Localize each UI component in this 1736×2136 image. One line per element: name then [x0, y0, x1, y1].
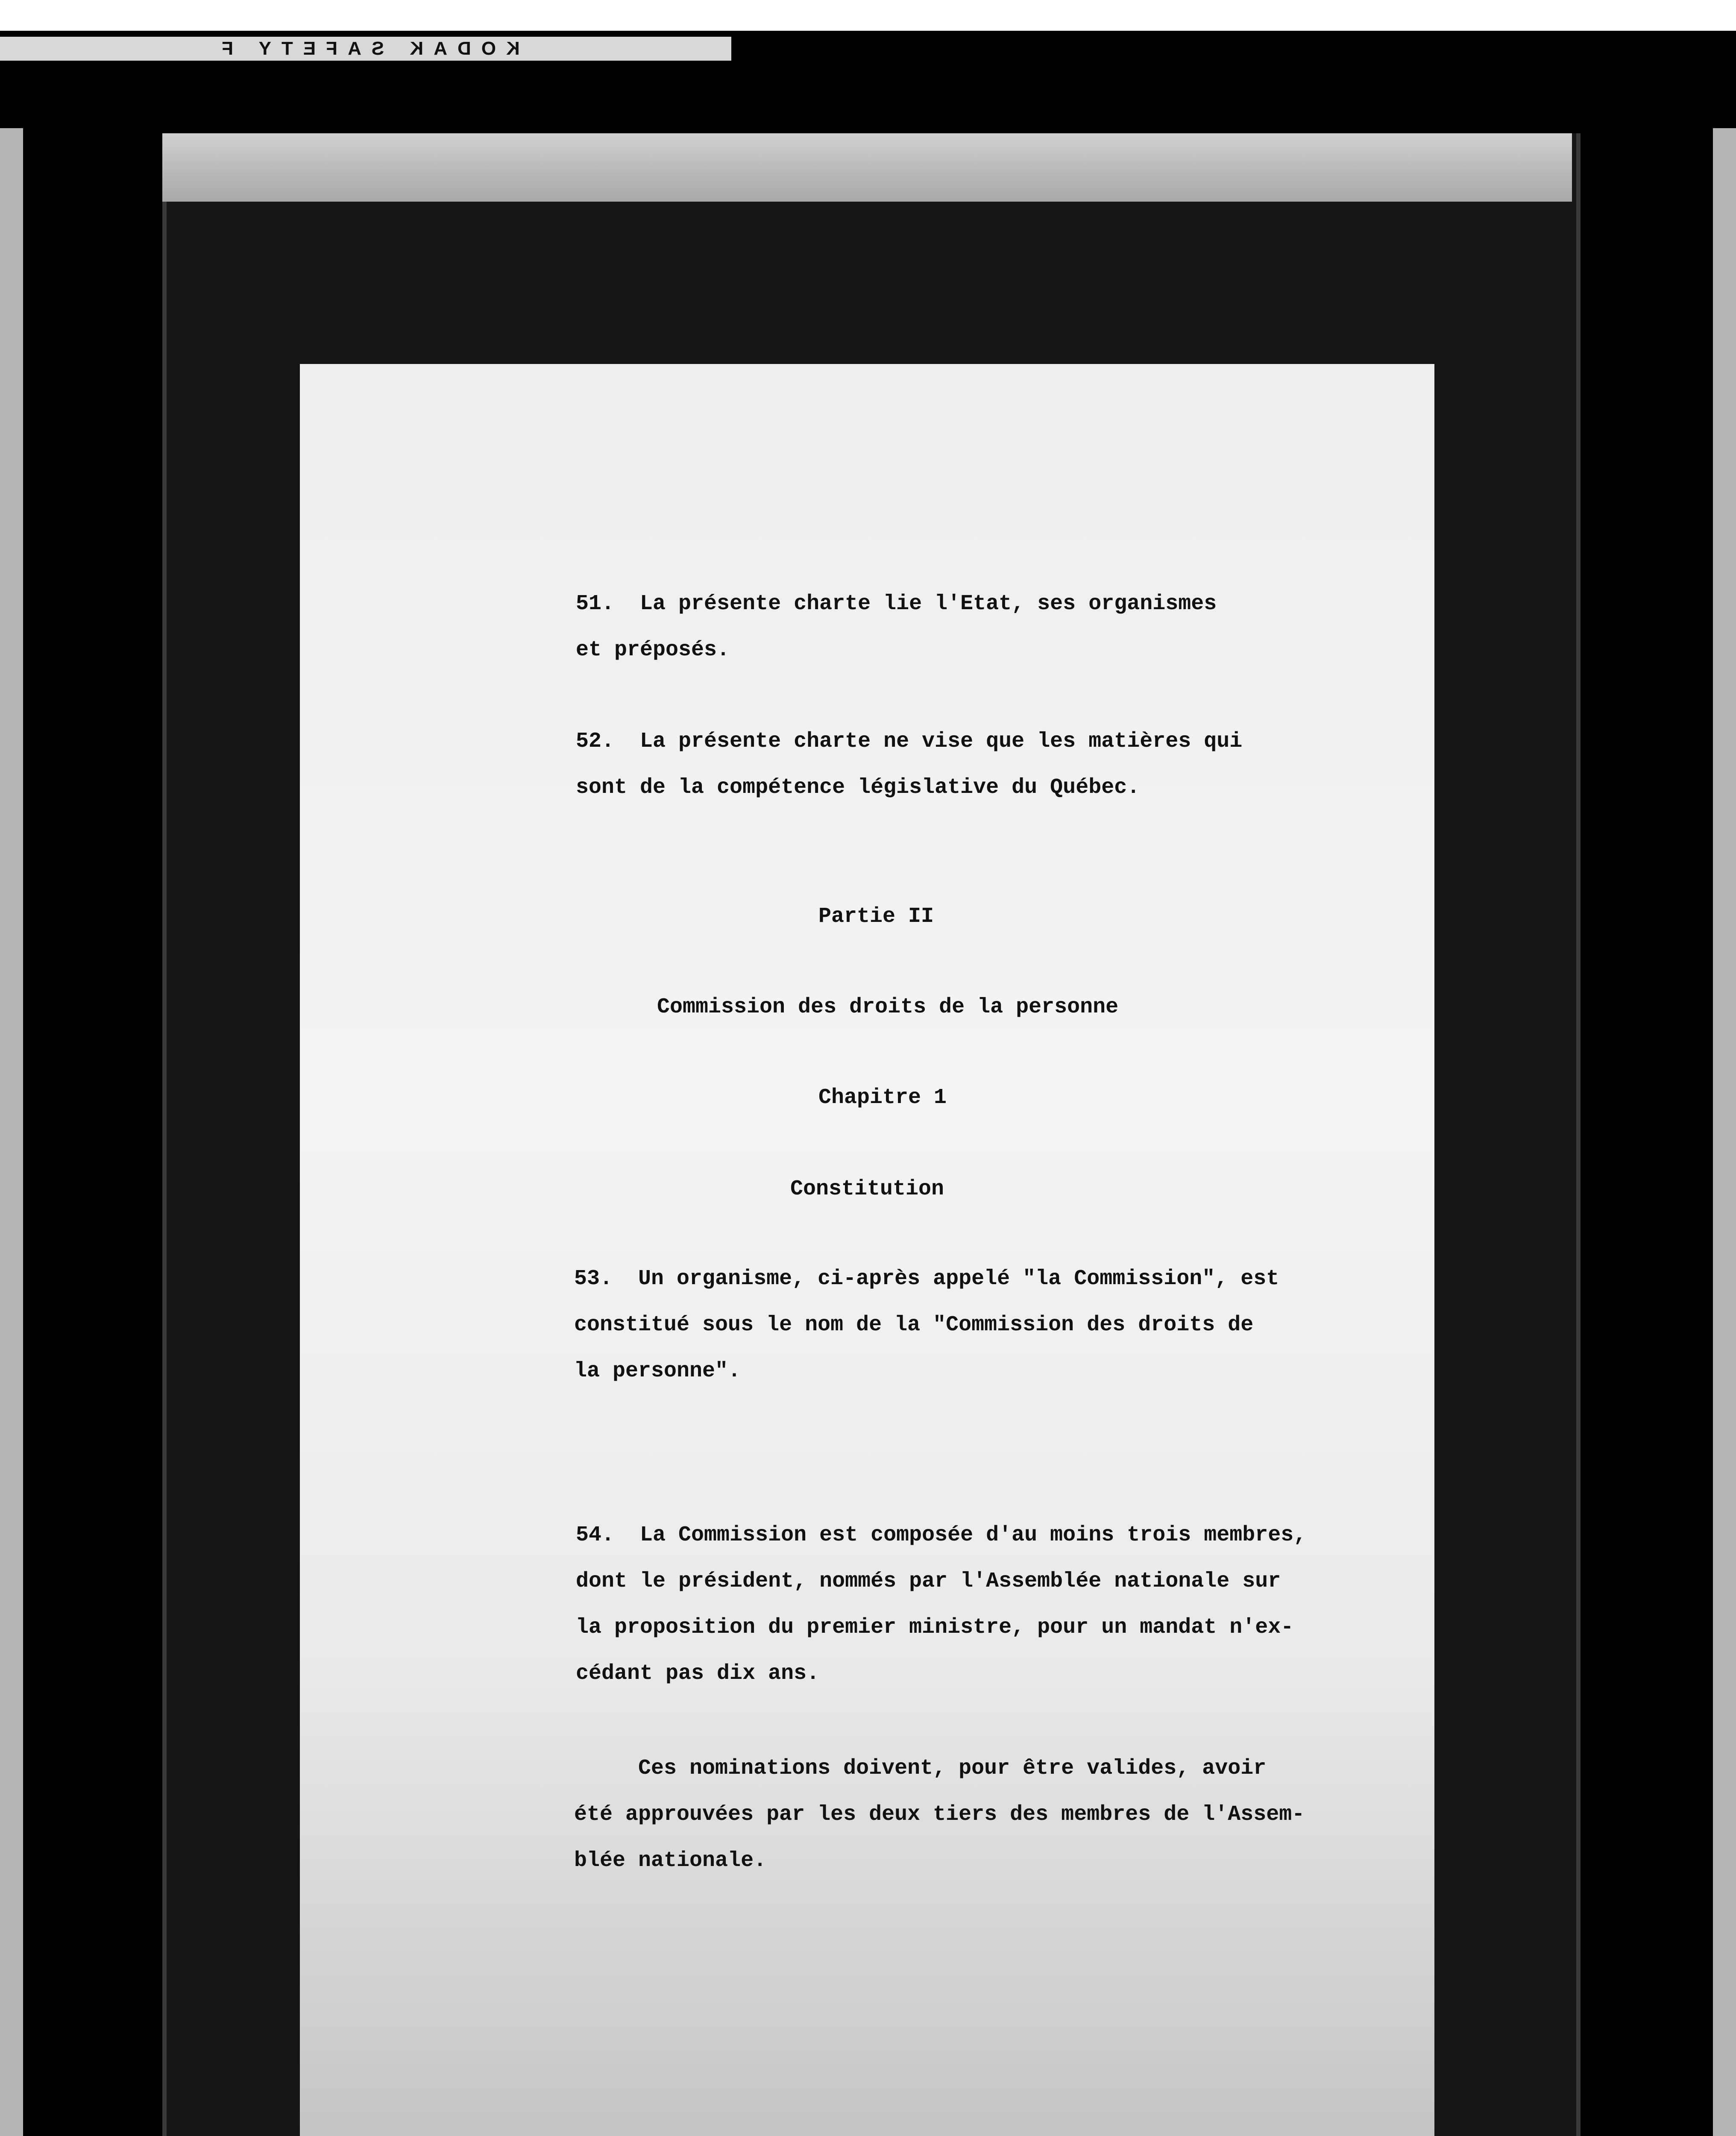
- art53-line3: la personne".: [574, 1359, 741, 1383]
- art54-line2: dont le président, nommés par l'Assemblée nationale sur: [576, 1569, 1281, 1593]
- document-page: [300, 364, 1434, 2136]
- part-title: Partie II: [818, 904, 934, 929]
- art54-para2-line2: été approuvées par les deux tiers des membres de l'Assem-: [574, 1802, 1305, 1827]
- right-film-strip: [1713, 128, 1736, 2136]
- art54-line3: la proposition du premier ministre, pour un mandat n'ex-: [576, 1615, 1294, 1640]
- top-white-strip: [0, 0, 1736, 31]
- art53-line2: constitué sous le nom de la "Commission des droits de: [574, 1313, 1254, 1337]
- left-film-strip: [0, 128, 23, 2136]
- chapter-title: Chapitre 1: [818, 1086, 947, 1110]
- art51-line1: 51. La présente charte lie l'Etat, ses organismes: [576, 592, 1217, 616]
- part-subtitle: Commission des droits de la personne: [657, 995, 1119, 1019]
- art52-line2: sont de la compétence législative du Québec.: [576, 775, 1140, 800]
- art52-line1: 52. La présente charte ne vise que les matières qui: [576, 729, 1243, 754]
- art54-line1: 54. La Commission est composée d'au moins trois membres,: [576, 1523, 1307, 1547]
- art51-line2: et préposés.: [576, 638, 730, 662]
- art54-line4: cédant pas dix ans.: [576, 1661, 820, 1686]
- art54-para2-line1: Ces nominations doivent, pour être valides, avoir: [574, 1756, 1267, 1781]
- art54-para2-line3: blée nationale.: [574, 1848, 767, 1873]
- film-edge-print: KODAK SAFETY F: [0, 37, 731, 61]
- frame-top-band: [162, 133, 1572, 202]
- chapter-subtitle: Constitution: [790, 1177, 944, 1201]
- art53-line1: 53. Un organisme, ci-après appelé "la Commission", est: [574, 1267, 1279, 1291]
